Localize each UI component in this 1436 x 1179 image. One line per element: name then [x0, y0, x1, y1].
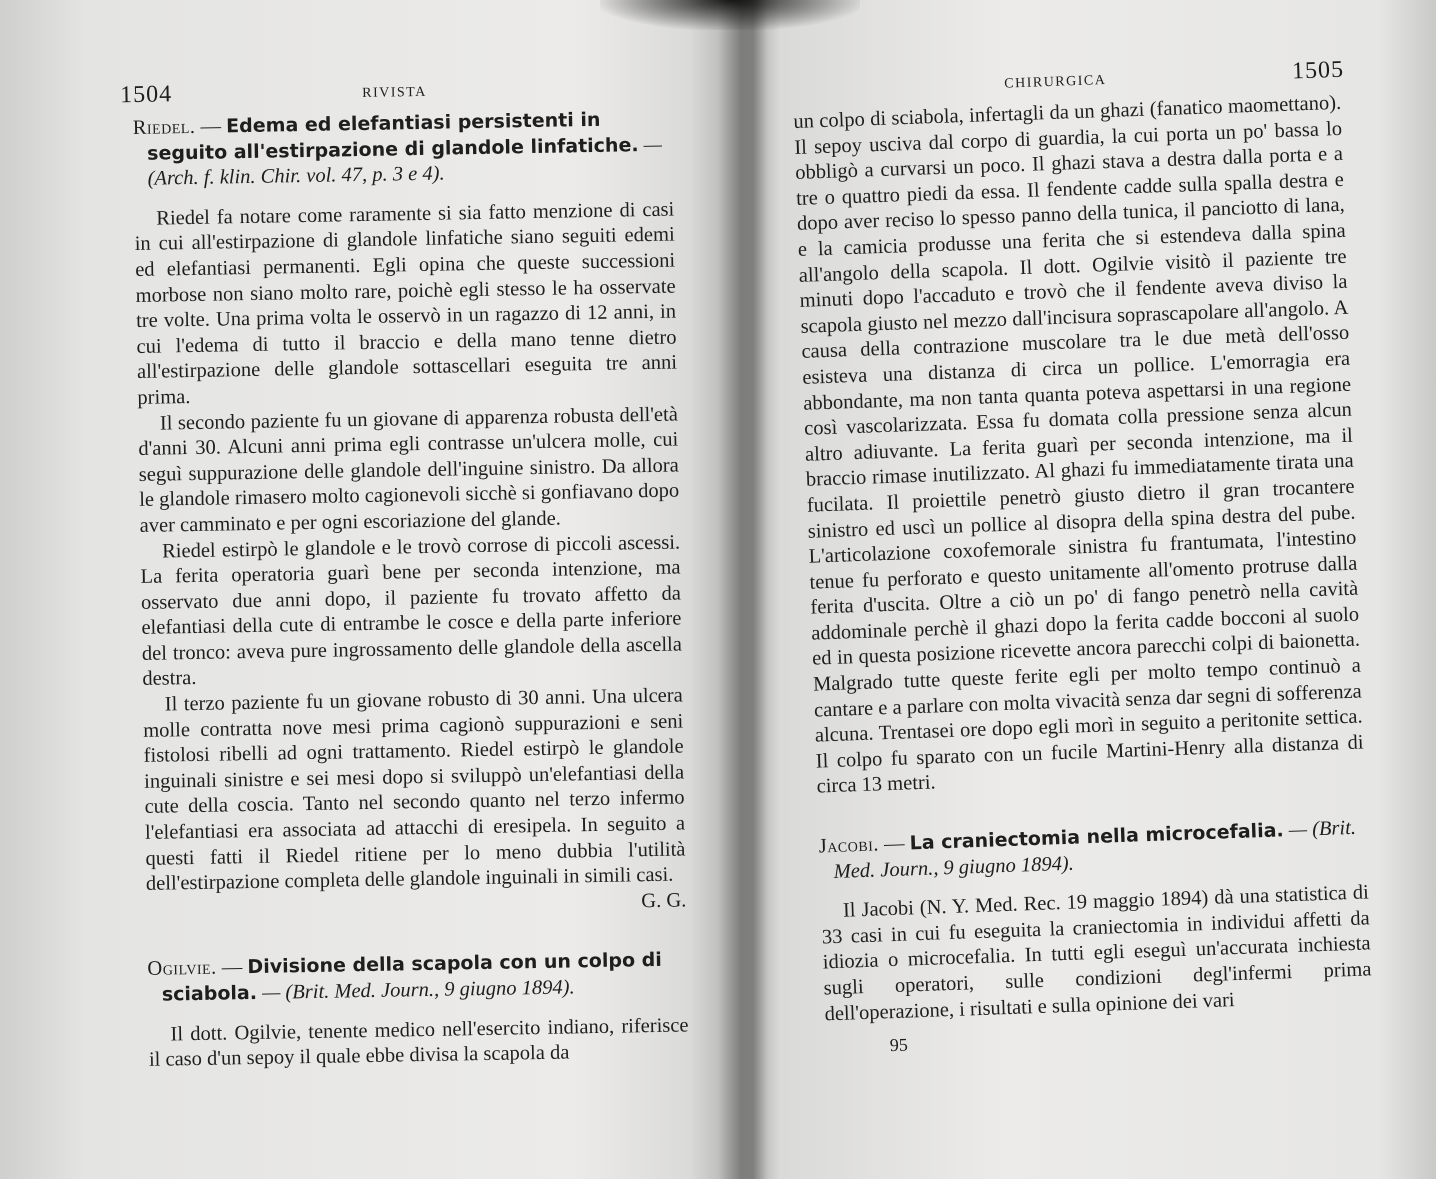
right-running-title: CHIRURGICA: [1004, 73, 1107, 92]
entry-reference: — (Brit. Med. Journ., 9 giugno 1894).: [833, 816, 1357, 883]
body-paragraph: Riedel estirpò le glandole e le trovò corrose di piccoli ascessi. La ferita operatoria guarì bene per seconda intenzione, ma osservato due anni dopo, il paziente fu trovato affetto da elefantiasi della cute di entrambe le cosce e della parte inferiore del tronco: aveva pure ingrossamento delle glandole della ascella destra.: [140, 531, 683, 691]
entry-title: Divisione della scapola con un colpo di sciabola.: [161, 949, 662, 1006]
entry-reference: — (Arch. f. klin. Chir. vol. 47, p. 3 e 4).: [147, 133, 663, 190]
left-page-number: 1504: [119, 81, 173, 109]
entry-signature: G. G.: [641, 889, 687, 913]
body-paragraph: Riedel fa notare come raramente si sia fatto menzione di casi in cui all'estirpazione di glandole linfatiche siano seguiti edemi ed elefantiasi permanenti. Egli opina che queste successioni morbose non siano molto rare, poichè egli stesso le ha osservate tre volte. Una prima volta le osservò in un ragazzo di 12 anni, in cui l'edema di tutto il braccio e della mano tenne dietro all'estirpazione delle glandole sottascellari eseguita tre anni prima.: [134, 198, 678, 409]
entry-title: Edema ed elefantiasi persistenti in seguito all'estirpazione di glandole linfatiche.: [146, 108, 639, 165]
entry-heading-ogilvie: [147, 948, 688, 1009]
entry-reference: — (Brit. Med. Journ., 9 giugno 1894).: [256, 976, 575, 1004]
entry-dash: —: [878, 832, 911, 856]
entry-dash: —: [195, 115, 227, 138]
entry-author: Riedel.: [132, 115, 196, 139]
left-running-title: RIVISTA: [362, 84, 427, 101]
entry-author: Ogilvie.: [147, 957, 217, 981]
body-paragraph: un colpo di sciabola, infertagli da un ghazi (fanatico maomettano). Il sepoy usciva dal corpo di guardia, la cui porta un po' bassa lo obbligò a curvarsi un poco. Il ghazi stava a destra dalla porta e a tre o quattro piedi da essa. Il fendente cadde sulla spalla destra e dopo aver reciso lo spesso panno della tunica, il panciotto di lana, e la camicia produsse una ferita che si estendeva dalla spina all'angolo della scapola. Il dott. Ogilvie visitò il paziente tre minuti dopo l'accaduto e trovò che il fendente aveva diviso la scapola giusto nel mezzo dall'incisura soprascapolare all'angolo. A causa della contrazione muscolare tra le due metà dell'osso esisteva una distanza di circa un pollice. L'emorragia era abbondante, ma non tanta quanta poteva aspettarsi in una regione così vascolarizzata. Essa fu domata colla pressione senza alcun altro adiuvante. La ferita guarì per seconda intenzione, ma il braccio rimase inutilizzato. Al ghazi fu immediatamente tirata una fucilata. Il proiettile penetrò giusto dietro il gran trocantere sinistro ed uscì un pollice al disopra della spina destra del pube. L'articolazione coxofemorale sinistra fu frantumata, l'intestino tenue fu perforato e questo unitamente all'omento protruse dalla ferita d'uscita. Oltre a ciò un po' di fango penetrò nella cavità addominale perchè il ghazi dopo la ferita cadde bocconi al suolo ed in questa posizione ricevette ancora parecchi colpi di baionetta. Malgrado tutte queste ferite egli per molto tempo continuò a cantare e a parlare con molta vivacità senza dar segni di sofferenza alcuna. Trentasei ore dopo egli morì in seguito a peritonite settica. Il colpo fu sparato con un fucile Martini-Henry alla distanza di circa 13 metri.: [793, 91, 1364, 798]
signature-folio: 95: [889, 1034, 909, 1056]
gutter-shadow: [690, 0, 780, 1179]
entry-dash: —: [216, 956, 248, 980]
binding-shadow: [600, 0, 860, 30]
right-page-number: 1505: [1291, 56, 1345, 85]
body-paragraph: Il secondo paziente fu un giovane di apparenza robusta dell'età d'anni 30. Alcuni anni prima egli contrasse un'ulcera molle, cui seguì suppurazione delle glandole dell'inguine sinistro. Da allora le glandole rimasero molto cagionevoli sicchè si gonfiavano dopo aver camminato e per ogni escoriazione del glande.: [138, 403, 680, 537]
body-paragraph: Il Jacobi (N. Y. Med. Rec. 19 maggio 1894) dà una statistica di 33 casi in cui fu eseguita la craniectomia in individui affetti da idiozia o microcefalia. In tutti egli eseguì un'accurata inchiesta sugli operatori, sulle condizioni degl'infermi prima dell'operazione, i risultati e sulla opinione dei vari: [821, 881, 1372, 1026]
entry-author: Jacobi.: [818, 833, 880, 858]
right-page: [792, 56, 1374, 1059]
left-page: [119, 77, 689, 1074]
body-paragraph: Il dott. Ogilvie, tenente medico nell'esercito indiano, riferisce il caso d'un sepoy il quale ebbe divisa la scapola da: [148, 1014, 689, 1072]
entry-heading-riedel: [133, 107, 674, 193]
entry-title: La craniectomia nella microcefalia.: [909, 819, 1285, 855]
body-paragraph: Il terzo paziente fu un giovane robusto di 30 anni. Una ulcera molle contratta nove mesi prima cagionò suppurazioni e seni fistolosi ribelli ad ogni trattamento. Riedel estirpò le glandole inguinali sinistre e sei mesi dopo si sviluppò un'elefantiasi della cute della coscia. Tanto nel secondo quanto nel terzo infermo l'elefantiasi era associata ad attacchi di eresipela. In seguito a questi fatti il Riedel ritiene per lo meno dubbia l'utilità dell'estirpazione completa delle glandole inguinali in simili casi.: [143, 684, 686, 896]
